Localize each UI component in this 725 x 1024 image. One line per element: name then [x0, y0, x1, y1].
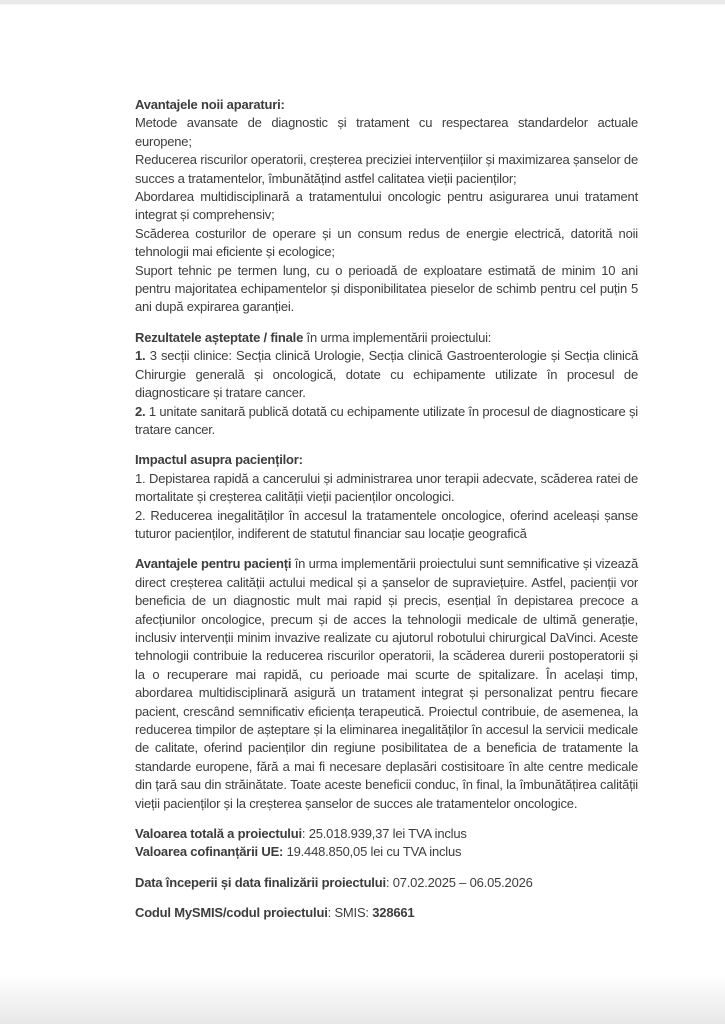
paragraph	[135, 555, 638, 813]
text: 2. Reducerea inegalităților în accesul la tratamentele oncologice, oferind aceleași șanse tuturor pacienților, indiferent de statutul financiar sau locație geografică	[135, 507, 638, 541]
bold-text: Avantajele pentru pacienți	[135, 556, 292, 572]
paragraph	[135, 403, 638, 440]
text: Reducerea riscurilor operatorii, creșterea preciziei intervențiilor și maximizarea șanselor de succes a tratamentelor, îmbunătățind astfel calitatea vieții pacienților;	[135, 152, 638, 186]
section-project-values	[135, 825, 638, 862]
text: 3 secții clinice: Secția clinică Urologie, Secția clinică Gastroenterologie și Secția clinică Chirurgie generală și oncologică, dotate cu echipamente utilizate în procesul de diagnosticare și tratare cancer.	[135, 348, 638, 401]
text: în urma implementării proiectului sunt semnificative și vizează direct creșterea calității actului medical și a șanselor de supraviețuire. Astfel, pacienții vor beneficia de un diagnostic mult mai rapid și precis, esențial în depistarea precoce a afecțiunilor oncologice, precum și de acces la tehnologii medicale de ultimă generație, inclusiv intervenții minim invazive realizate cu ajutorul robotului chirurgical DaVinci. Aceste tehnologii contribuie la reducerea riscurilor operatorii, la scăderea durerii postoperatorii și la o recuperare mai rapidă, cu perioade mai scurte de spitalizare. În același timp, abordarea multidisciplinară asigură un tratament integrat și personalizat pentru fiecare pacient, crescând semnificativ eficiența terapeutică. Proiectul contribuie, de asemenea, la reducerea timpilor de așteptare și la eliminarea inegalităților în accesul la servicii medicale de calitate, oferind pacienților din regiune posibilitatea de a beneficia de tratamente la standarde europene, fără a mai fi necesare deplasări costisitoare în alte centre medicale din țară sau din străinătate. Toate aceste beneficii conduc, în final, la îmbunătățirea calității vieții pacienților și la creșterea șanselor de succes ale tratamentelor oncologice.	[135, 556, 639, 811]
bold-text: Codul MySMIS/codul proiectului	[135, 905, 328, 921]
page-top-edge	[0, 0, 725, 5]
paragraph	[135, 188, 638, 225]
text: 19.448.850,05 lei cu TVA inclus	[283, 844, 462, 860]
paragraph	[135, 451, 638, 469]
document-content	[135, 96, 638, 935]
paragraph	[135, 114, 638, 151]
bold-text: 2.	[135, 403, 146, 419]
paragraph	[135, 904, 638, 922]
text: Abordarea multidisciplinară a tratamentului oncologic pentru asigurarea unui tratament integrat și comprehensiv;	[135, 189, 638, 223]
paragraph	[135, 843, 638, 861]
paragraph	[135, 825, 638, 843]
paragraph	[135, 874, 638, 892]
text: Suport tehnic pe termen lung, cu o perioadă de exploatare estimată de minim 10 ani pentru majoritatea echipamentelor și disponibilitatea pieselor de schimb pentru cel puțin 5 ani după expirarea garanției.	[135, 262, 638, 315]
bold-text: 1.	[135, 348, 146, 364]
page-bottom-shadow	[0, 974, 725, 1024]
paragraph	[135, 151, 638, 188]
paragraph	[135, 347, 638, 402]
text: 1 unitate sanitară publică dotată cu echipamente utilizate în procesul de diagnosticare și tratare cancer.	[135, 403, 638, 437]
paragraph	[135, 470, 638, 507]
text: 1. Depistarea rapidă a cancerului și administrarea unor terapii adecvate, scăderea ratei de mortalitate și creșterea calității vieții pacienților oncologici.	[135, 470, 638, 505]
bold-text: Rezultatele așteptate / finale	[135, 329, 304, 345]
section-advantages-new-equipment	[135, 96, 638, 317]
section-impact-on-patients	[135, 451, 638, 543]
paragraph	[135, 507, 638, 544]
text: : 25.018.939,37 lei TVA inclus	[301, 826, 467, 842]
text: : SMIS:	[327, 905, 373, 921]
section-project-code	[135, 904, 638, 922]
paragraph	[135, 329, 638, 347]
bold-text: 328661	[372, 905, 415, 921]
bold-text: Avantajele noii aparaturi:	[135, 97, 285, 112]
bold-text: Data începerii și data finalizării proiectului	[135, 874, 386, 890]
bold-text: Impactul asupra pacienților:	[135, 452, 303, 468]
section-project-dates	[135, 874, 638, 892]
bold-text: Valoarea cofinanțării UE:	[135, 844, 284, 860]
paragraph	[135, 225, 638, 262]
bold-text: Valoarea totală a proiectului	[135, 826, 302, 842]
text: : 07.02.2025 – 06.05.2026	[385, 874, 533, 890]
text: Metode avansate de diagnostic și tratament cu respectarea standardelor actuale europene;	[135, 115, 638, 149]
section-expected-results	[135, 329, 638, 439]
paragraph	[135, 262, 638, 317]
text: în urma implementării proiectului:	[303, 329, 492, 345]
section-advantages-for-patients	[135, 555, 638, 813]
text: Scăderea costurilor de operare și un consum redus de energie electrică, datorită noii tehnologii mai eficiente și ecologice;	[135, 225, 638, 260]
paragraph	[135, 96, 638, 114]
